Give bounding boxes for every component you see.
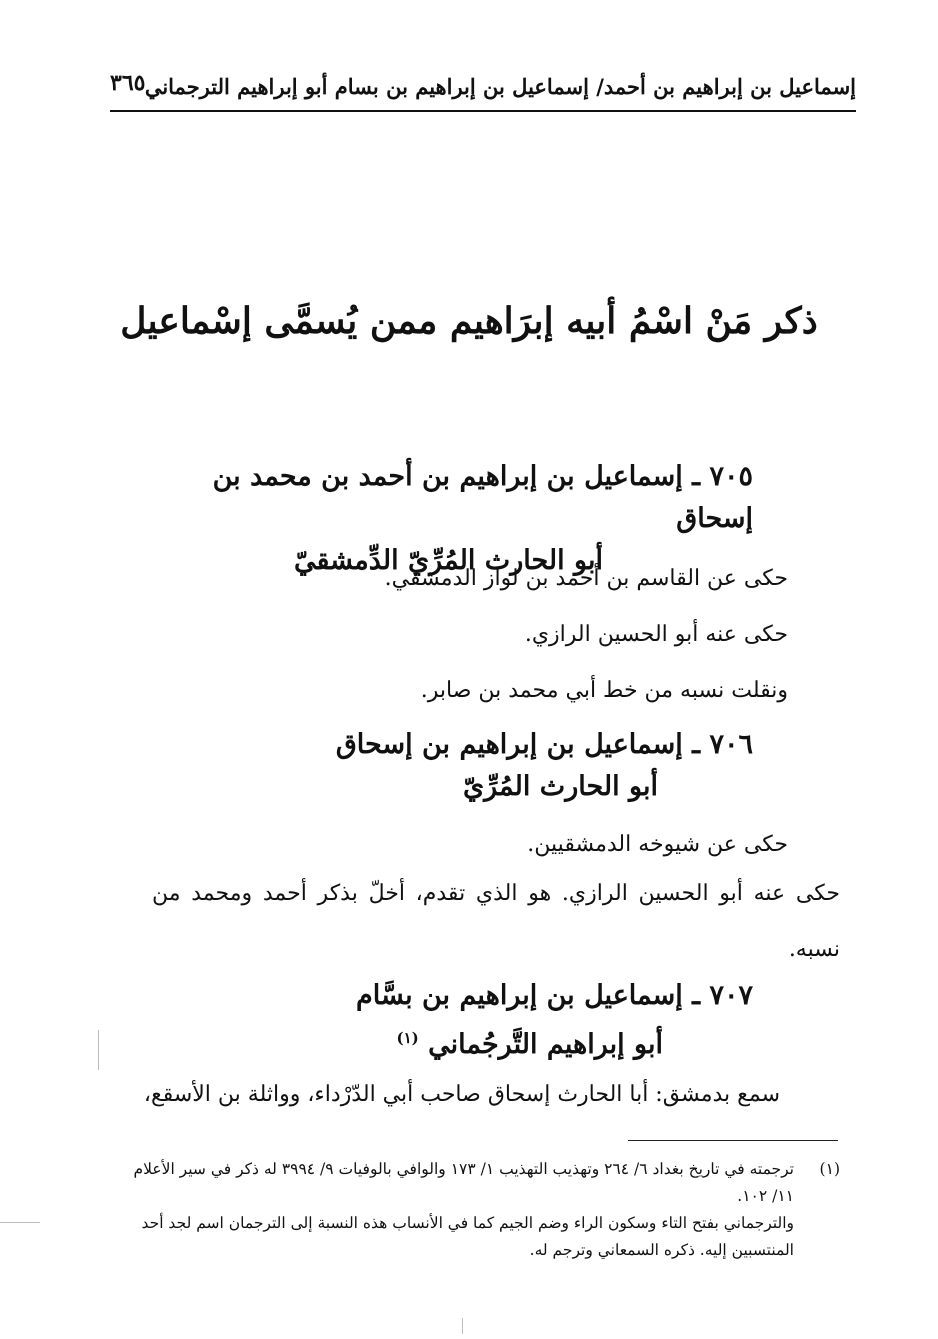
paragraph: حكى عنه أبو الحسين الرازي.	[524, 622, 788, 647]
entry-heading-line2: أبو إبراهيم التَّرجُماني	[428, 1029, 663, 1060]
footnotes	[110, 1156, 840, 1264]
footnote-text: والترجماني بفتح التاء وسكون الراء وضم الجيم كما في الأنساب هذه النسبة إلى الترجمان اسم لجد أحد المنتسبين إليه. ذكره السمعاني وترجم له.	[141, 1214, 794, 1259]
entry-heading-705	[193, 456, 753, 582]
page-number: ٣٦٥	[110, 70, 146, 96]
footnote-text: ترجمته في تاريخ بغداد ٦/ ٢٦٤ وتهذيب التهذيب ١/ ١٧٣ والوافي بالوفيات ٩/ ٣٩٩٤ له ذكر في سير الأعلام ١١/ ١٠٢.	[133, 1160, 794, 1205]
paragraph: حكى عنه أبو الحسين الرازي. هو الذي تقدم، أخلّ بذكر أحمد ومحمد من نسبه.	[152, 881, 840, 962]
footnote-mark: (١)	[819, 1160, 840, 1178]
entry-heading-line1: ٧٠٥ ـ إسماعيل بن إبراهيم بن أحمد بن محمد بن إسحاق	[212, 461, 753, 534]
entry-heading-line1: ٧٠٧ ـ إسماعيل بن إبراهيم بن بسَّام	[356, 980, 753, 1011]
entry-heading-line2: أبو الحارث المُرِّيّ الدِّمشقيّ	[294, 545, 603, 576]
paragraph: حكى عن شيوخه الدمشقيين.	[527, 832, 788, 857]
footnote-reference: (١)	[396, 1029, 419, 1047]
footnote-separator	[628, 1140, 838, 1141]
scan-mark	[0, 1222, 40, 1223]
scan-mark	[98, 1030, 99, 1070]
scan-mark	[462, 1318, 463, 1334]
entry-heading-707	[193, 975, 753, 1066]
entry-heading-line2: أبو الحارث المُرِّيّ	[463, 771, 658, 802]
running-header	[110, 70, 856, 112]
running-title: إسماعيل بن إبراهيم بن أحمد/ إسماعيل بن إبراهيم بن بسام أبو إبراهيم الترجماني	[144, 74, 856, 99]
entry-heading-706	[193, 724, 753, 808]
footnote-item	[110, 1156, 840, 1210]
chapter-title: ذكر مَنْ اسْمُ أبيه إبرَاهيم ممن يُسمَّى إسْماعيل	[120, 300, 818, 342]
paragraph: سمع بدمشق: أبا الحارث إسحاق صاحب أبي الدّرْداء، وواثلة بن الأسقع،	[143, 1082, 780, 1107]
entry-heading-line1: ٧٠٦ ـ إسماعيل بن إبراهيم بن إسحاق	[335, 729, 753, 760]
paragraph: ونقلت نسبه من خط أبي محمد بن صابر.	[420, 678, 788, 703]
paragraph: حكى عن القاسم بن أحمد بن لواز الدمشقي.	[384, 566, 788, 591]
